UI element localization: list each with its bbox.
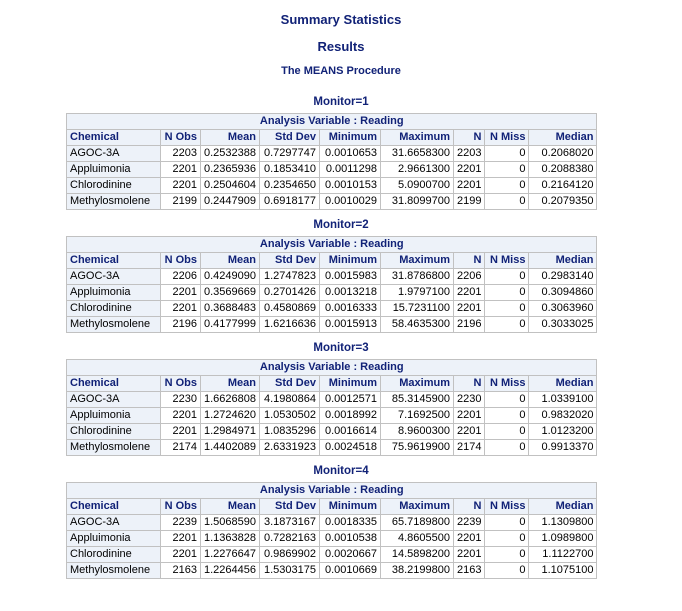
column-header: Minimum [320,499,381,515]
table-cell: 0.0020667 [320,547,381,563]
column-header: N Miss [485,499,529,515]
report-title: Summary Statistics [280,12,402,27]
row-header-cell: Appluimonia [67,162,161,178]
table-cell: 2201 [454,285,485,301]
monitor-group [0,464,682,579]
column-header: N Obs [161,499,201,515]
table-cell: 1.5303175 [260,563,320,579]
column-header: N [454,253,485,269]
header-row [67,130,597,146]
table-cell: 0.2983140 [529,269,597,285]
table-cell: 0.0015983 [320,269,381,285]
table-row [67,424,597,440]
table-cell: 1.0530502 [260,408,320,424]
table-cell: 1.0989800 [529,531,597,547]
table-cell: 31.8786800 [381,269,454,285]
table-cell: 8.9600300 [381,424,454,440]
table-cell: 0.9913370 [529,440,597,456]
group-title: Monitor=1 [313,96,369,108]
column-header: Chemical [67,130,161,146]
report-subtitle: Results [317,39,365,54]
row-header-cell: Methylosmolene [67,440,161,456]
analysis-variable-caption: Analysis Variable : Reading [67,114,597,130]
table-row [67,269,597,285]
table-cell: 2201 [161,547,201,563]
table-cell: 1.2984971 [201,424,260,440]
table-cell: 5.0900700 [381,178,454,194]
header-row [67,499,597,515]
table-cell: 2174 [454,440,485,456]
table-cell: 1.6626808 [201,392,260,408]
table-cell: 0 [485,301,529,317]
table-cell: 0.3094860 [529,285,597,301]
table-cell: 0 [485,178,529,194]
column-header: Std Dev [260,130,320,146]
column-header: N Miss [485,253,529,269]
column-header: Mean [201,376,260,392]
table-cell: 0.9869902 [260,547,320,563]
table-cell: 0.0010669 [320,563,381,579]
table-cell: 2163 [161,563,201,579]
table-cell: 0 [485,531,529,547]
table-row [67,408,597,424]
table-cell: 0.6918177 [260,194,320,210]
table-cell: 1.0123200 [529,424,597,440]
table-cell: 4.1980864 [260,392,320,408]
table-cell: 2.6331923 [260,440,320,456]
monitor-group [0,341,682,456]
table-cell: 0.1853410 [260,162,320,178]
table-cell: 0.2164120 [529,178,597,194]
caption-row [67,483,597,499]
row-header-cell: Methylosmolene [67,317,161,333]
analysis-variable-caption: Analysis Variable : Reading [67,237,597,253]
table-cell: 2199 [454,194,485,210]
column-header: N Obs [161,253,201,269]
table-cell: 0 [485,162,529,178]
statistics-table [66,482,597,579]
table-cell: 2201 [454,178,485,194]
table-cell: 0.7282163 [260,531,320,547]
table-row [67,285,597,301]
header-row [67,253,597,269]
table-cell: 7.1692500 [381,408,454,424]
table-cell: 1.5068590 [201,515,260,531]
table-cell: 0 [485,424,529,440]
table-cell: 2201 [161,178,201,194]
report-body [0,95,682,579]
table-row [67,162,597,178]
table-cell: 0.3063960 [529,301,597,317]
table-cell: 75.9619900 [381,440,454,456]
row-header-cell: AGOC-3A [67,146,161,162]
table-cell: 1.6216636 [260,317,320,333]
table-row [67,515,597,531]
table-cell: 2201 [161,162,201,178]
table-cell: 1.2276647 [201,547,260,563]
table-cell: 31.6658300 [381,146,454,162]
caption-row [67,114,597,130]
table-cell: 0 [485,408,529,424]
column-header: Minimum [320,376,381,392]
table-cell: 2196 [161,317,201,333]
table-cell: 0.0013218 [320,285,381,301]
table-cell: 2206 [454,269,485,285]
procedure-title: The MEANS Procedure [281,65,401,77]
table-cell: 0.2079350 [529,194,597,210]
column-header: Chemical [67,499,161,515]
table-cell: 0.0010153 [320,178,381,194]
row-header-cell: AGOC-3A [67,515,161,531]
column-header: Median [529,376,597,392]
table-cell: 2201 [161,301,201,317]
table-cell: 2201 [454,424,485,440]
table-cell: 2163 [454,563,485,579]
table-cell: 0 [485,547,529,563]
table-cell: 1.9797100 [381,285,454,301]
caption-row [67,237,597,253]
table-row [67,317,597,333]
table-cell: 0.0016614 [320,424,381,440]
table-row [67,440,597,456]
row-header-cell: Appluimonia [67,285,161,301]
table-cell: 2199 [161,194,201,210]
column-header: Std Dev [260,376,320,392]
monitor-group [0,218,682,333]
column-header: Std Dev [260,499,320,515]
table-row [67,563,597,579]
column-header: Mean [201,130,260,146]
header-row [67,376,597,392]
table-cell: 65.7189800 [381,515,454,531]
table-cell: 1.0835296 [260,424,320,440]
table-cell: 1.1075100 [529,563,597,579]
table-cell: 1.2264456 [201,563,260,579]
row-header-cell: Appluimonia [67,531,161,547]
statistics-table [66,113,597,210]
row-header-cell: Chlorodinine [67,178,161,194]
table-cell: 0.0010653 [320,146,381,162]
table-cell: 0.3033025 [529,317,597,333]
table-cell: 0.7297747 [260,146,320,162]
table-cell: 14.5898200 [381,547,454,563]
column-header: Mean [201,499,260,515]
table-row [67,531,597,547]
table-cell: 2239 [454,515,485,531]
table-cell: 2201 [454,531,485,547]
table-cell: 0 [485,392,529,408]
table-cell: 0.0012571 [320,392,381,408]
column-header: N Miss [485,376,529,392]
column-header: Median [529,499,597,515]
table-cell: 1.2724620 [201,408,260,424]
table-cell: 0.2447909 [201,194,260,210]
table-cell: 0 [485,146,529,162]
table-cell: 0.2532388 [201,146,260,162]
table-cell: 0.2088380 [529,162,597,178]
column-header: Std Dev [260,253,320,269]
table-cell: 2201 [454,162,485,178]
row-header-cell: AGOC-3A [67,392,161,408]
row-header-cell: Chlorodinine [67,424,161,440]
column-header: N Obs [161,130,201,146]
table-cell: 2203 [454,146,485,162]
table-cell: 2206 [161,269,201,285]
column-header: Maximum [381,376,454,392]
table-cell: 0.4249090 [201,269,260,285]
table-cell: 0.2701426 [260,285,320,301]
table-cell: 2201 [161,408,201,424]
analysis-variable-caption: Analysis Variable : Reading [67,483,597,499]
report-titles [0,12,682,78]
row-header-cell: AGOC-3A [67,269,161,285]
table-cell: 0.9832020 [529,408,597,424]
column-header: N Obs [161,376,201,392]
table-cell: 2239 [161,515,201,531]
table-cell: 3.1873167 [260,515,320,531]
column-header: Maximum [381,130,454,146]
table-row [67,178,597,194]
table-cell: 0.2068020 [529,146,597,162]
column-header: Maximum [381,253,454,269]
table-cell: 0.4177999 [201,317,260,333]
column-header: Chemical [67,376,161,392]
column-header: Minimum [320,130,381,146]
monitor-group [0,95,682,210]
analysis-variable-caption: Analysis Variable : Reading [67,360,597,376]
table-cell: 0 [485,563,529,579]
table-cell: 0.2504604 [201,178,260,194]
table-cell: 4.8605500 [381,531,454,547]
group-title: Monitor=3 [313,342,369,354]
column-header: Median [529,253,597,269]
table-cell: 38.2199800 [381,563,454,579]
table-cell: 0 [485,440,529,456]
table-cell: 0.4580869 [260,301,320,317]
caption-row [67,360,597,376]
table-cell: 31.8099700 [381,194,454,210]
table-cell: 0.2354650 [260,178,320,194]
column-header: Chemical [67,253,161,269]
column-header: Mean [201,253,260,269]
row-header-cell: Methylosmolene [67,563,161,579]
group-title: Monitor=4 [313,465,369,477]
table-cell: 1.1309800 [529,515,597,531]
group-title: Monitor=2 [313,219,369,231]
column-header: N [454,130,485,146]
table-cell: 2201 [454,301,485,317]
table-cell: 0 [485,317,529,333]
table-cell: 1.2747823 [260,269,320,285]
column-header: Minimum [320,253,381,269]
table-cell: 0.0010029 [320,194,381,210]
table-cell: 0.3569669 [201,285,260,301]
table-cell: 0.3688483 [201,301,260,317]
table-cell: 1.1122700 [529,547,597,563]
table-row [67,194,597,210]
table-cell: 0 [485,285,529,301]
table-cell: 15.7231100 [381,301,454,317]
table-cell: 1.0339100 [529,392,597,408]
table-cell: 0.0011298 [320,162,381,178]
table-row [67,301,597,317]
row-header-cell: Chlorodinine [67,547,161,563]
table-row [67,392,597,408]
table-cell: 0.0010538 [320,531,381,547]
table-cell: 2201 [161,531,201,547]
table-cell: 0.0018992 [320,408,381,424]
table-cell: 0 [485,515,529,531]
table-cell: 2230 [161,392,201,408]
table-row [67,547,597,563]
table-cell: 0 [485,269,529,285]
table-cell: 58.4635300 [381,317,454,333]
row-header-cell: Methylosmolene [67,194,161,210]
table-cell: 2.9661300 [381,162,454,178]
row-header-cell: Chlorodinine [67,301,161,317]
column-header: Median [529,130,597,146]
table-cell: 0.0015913 [320,317,381,333]
table-cell: 2201 [454,408,485,424]
table-cell: 2230 [454,392,485,408]
column-header: N [454,499,485,515]
table-cell: 2203 [161,146,201,162]
column-header: N Miss [485,130,529,146]
table-cell: 1.1363828 [201,531,260,547]
table-cell: 2174 [161,440,201,456]
table-cell: 85.3145900 [381,392,454,408]
table-cell: 1.4402089 [201,440,260,456]
table-cell: 0.2365936 [201,162,260,178]
table-cell: 2196 [454,317,485,333]
table-cell: 0.0016333 [320,301,381,317]
table-row [67,146,597,162]
column-header: Maximum [381,499,454,515]
statistics-table [66,236,597,333]
table-cell: 2201 [161,424,201,440]
statistics-table [66,359,597,456]
table-cell: 0 [485,194,529,210]
table-cell: 0.0024518 [320,440,381,456]
row-header-cell: Appluimonia [67,408,161,424]
table-cell: 2201 [161,285,201,301]
column-header: N [454,376,485,392]
table-cell: 2201 [454,547,485,563]
table-cell: 0.0018335 [320,515,381,531]
